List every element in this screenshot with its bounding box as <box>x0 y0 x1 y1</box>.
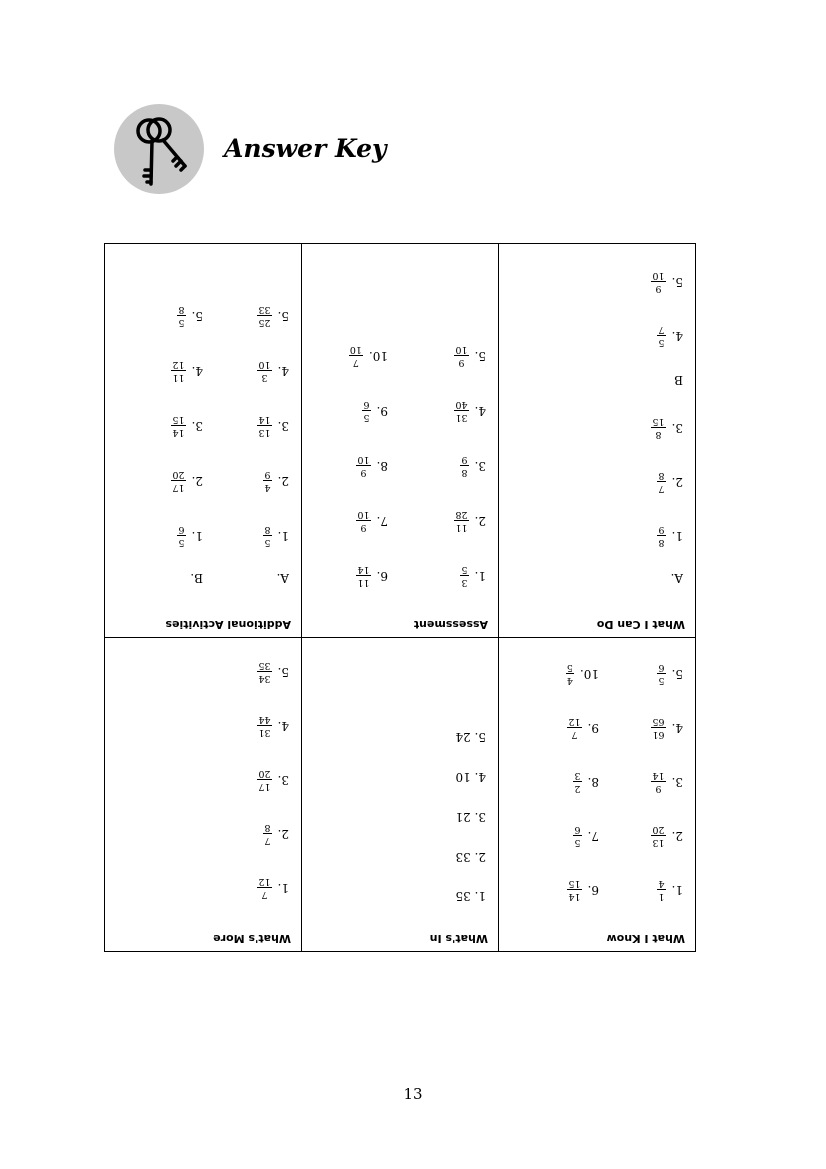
answer-item: 8. 2 3 <box>574 770 599 794</box>
keys-icon <box>114 104 204 194</box>
part-label: B. <box>190 571 203 585</box>
answer-item: 1. 5 8 <box>264 524 289 548</box>
answer-item: 5. 9 10 <box>455 344 486 368</box>
answer-item: 9. 7 12 <box>568 716 599 740</box>
answer-item: 4. 31 44 <box>258 714 289 738</box>
answer-item: 2. 7 8 <box>264 822 289 846</box>
answer-item: 5. 34 35 <box>258 660 289 684</box>
answer-item: 3. 13 14 <box>258 414 289 438</box>
part-label: A. <box>670 571 683 585</box>
answer-item: 1. 3 5 <box>461 564 486 588</box>
part-label: A. <box>276 571 289 585</box>
answer-item: 5. 9 10 <box>652 270 683 294</box>
answer-item: 2. 33 <box>455 850 486 864</box>
answer-item: 4. 10 <box>455 770 486 784</box>
answer-item: 3. 8 9 <box>461 454 486 478</box>
section-whats-in <box>302 638 498 951</box>
answer-item: 4. 3 10 <box>258 359 289 383</box>
answer-item: 7. 9 10 <box>357 509 388 533</box>
answer-item: 8. 9 10 <box>357 454 388 478</box>
answer-item: 10. 7 10 <box>349 344 388 368</box>
answer-item: 4. 61 65 <box>652 716 683 740</box>
answer-item: 2. 13 20 <box>652 824 683 848</box>
answer-item: 3. 17 20 <box>258 768 289 792</box>
answer-item: 2. 4 9 <box>264 469 289 493</box>
answer-item: 3. 9 14 <box>652 770 683 794</box>
answer-key-grid <box>104 243 696 952</box>
answer-item: 9. 5 6 <box>363 399 388 423</box>
answer-item: 3. 14 15 <box>172 414 203 438</box>
answer-item: 2. 11 28 <box>455 509 486 533</box>
page-title: Answer Key <box>224 134 387 163</box>
answer-item: 2. 17 20 <box>172 469 203 493</box>
answer-item: 2. 7 8 <box>658 470 683 494</box>
answer-item: 1. 5 6 <box>178 524 203 548</box>
section-whats-more <box>105 638 301 951</box>
answer-item: 1. 7 12 <box>258 876 289 900</box>
answer-item: 4. 11 12 <box>172 359 203 383</box>
page-number: 13 <box>403 1085 423 1103</box>
answer-item: 5. 5 8 <box>178 304 203 328</box>
section-title: Assessment <box>413 618 488 631</box>
answer-item: 3. 21 <box>455 810 486 824</box>
answer-item: 6. 11 14 <box>357 564 388 588</box>
section-additional-activities <box>105 244 301 637</box>
section-title: What's In <box>429 932 488 945</box>
answer-item: 5. 25 33 <box>258 304 289 328</box>
section-title: What I Know <box>606 932 685 945</box>
answer-item: 1. 35 <box>455 889 486 903</box>
section-assessment <box>302 244 498 637</box>
answer-item: 7. 5 6 <box>574 824 599 848</box>
answer-item: 6. 14 15 <box>568 878 599 902</box>
answer-item: 1. 8 9 <box>658 524 683 548</box>
part-label: B <box>674 373 683 387</box>
answer-item: 3. 8 15 <box>652 416 683 440</box>
section-title: What I Can Do <box>596 618 685 631</box>
answer-item: 1. 1 4 <box>658 878 683 902</box>
section-what-i-know <box>499 638 695 951</box>
answer-item: 4. 31 40 <box>455 399 486 423</box>
section-title: Additional Activities <box>165 618 291 631</box>
answer-item: 4. 5 7 <box>658 324 683 348</box>
answer-item: 10. 4 5 <box>566 662 599 686</box>
section-what-i-can-do <box>499 244 695 637</box>
section-title: What's More <box>213 932 291 945</box>
answer-item: 5. 24 <box>455 730 486 744</box>
answer-item: 5. 5 6 <box>658 662 683 686</box>
